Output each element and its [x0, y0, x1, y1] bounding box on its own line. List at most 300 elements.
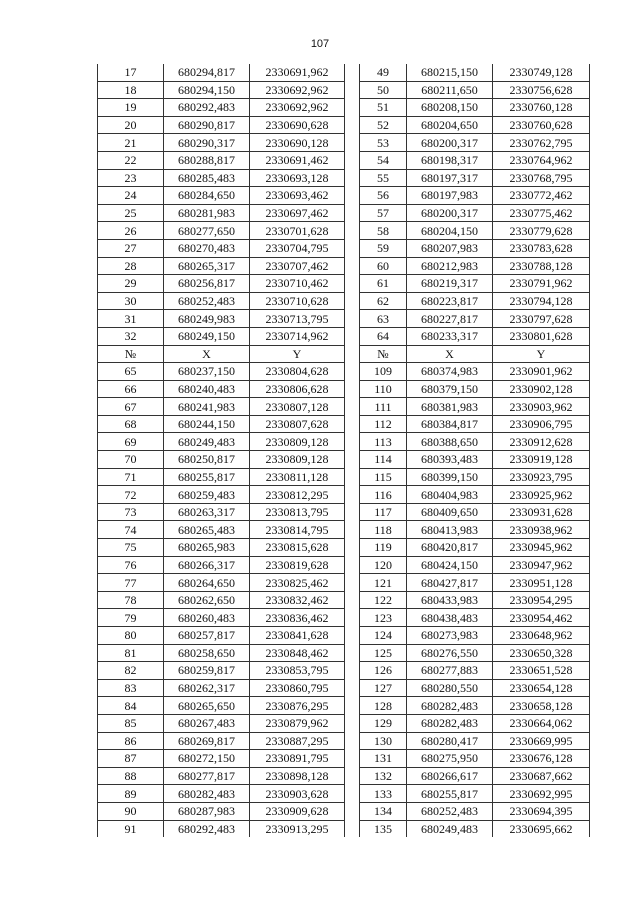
- cell-x: 680404,983: [407, 486, 493, 504]
- column-gap: [345, 81, 360, 99]
- cell-x: 680240,483: [164, 380, 250, 398]
- cell-y: 2330819,628: [250, 556, 345, 574]
- cell-y: 2330954,462: [493, 609, 590, 627]
- table-row: [98, 662, 590, 680]
- cell-x: 680252,483: [407, 802, 493, 820]
- table-row: [98, 380, 590, 398]
- cell-number: 17: [98, 64, 164, 81]
- cell-y: 2330912,628: [493, 433, 590, 451]
- cell-y: 2330710,462: [250, 275, 345, 293]
- column-gap: [345, 609, 360, 627]
- table-row: [98, 679, 590, 697]
- cell-number: 76: [98, 556, 164, 574]
- column-gap: [345, 521, 360, 539]
- cell-x: 680257,817: [164, 627, 250, 645]
- table-row: [98, 785, 590, 803]
- cell-x: 680197,317: [407, 169, 493, 187]
- cell-number: 56: [360, 187, 407, 205]
- cell-y: 2330693,462: [250, 187, 345, 205]
- table-row: [98, 204, 590, 222]
- cell-number: 112: [360, 415, 407, 433]
- cell-x: 680266,317: [164, 556, 250, 574]
- column-gap: [345, 820, 360, 837]
- cell-y: 2330654,128: [493, 679, 590, 697]
- cell-x: 680249,483: [407, 820, 493, 837]
- cell-y: 2330651,528: [493, 662, 590, 680]
- table-row: [98, 767, 590, 785]
- cell-x: 680233,317: [407, 327, 493, 345]
- cell-x: 680281,983: [164, 204, 250, 222]
- cell-number: 111: [360, 398, 407, 416]
- cell-number: 51: [360, 99, 407, 117]
- cell-y: 2330692,962: [250, 81, 345, 99]
- cell-number: 70: [98, 451, 164, 469]
- table-row: [98, 433, 590, 451]
- cell-number: 116: [360, 486, 407, 504]
- cell-number: 80: [98, 627, 164, 645]
- cell-y: 2330697,462: [250, 204, 345, 222]
- cell-number: 119: [360, 539, 407, 557]
- column-gap: [345, 380, 360, 398]
- column-gap: [345, 591, 360, 609]
- cell-y: 2330919,128: [493, 451, 590, 469]
- cell-y: 2330801,628: [493, 327, 590, 345]
- cell-number: 120: [360, 556, 407, 574]
- cell-y: 2330650,328: [493, 644, 590, 662]
- table-row: [98, 222, 590, 240]
- column-gap: [345, 151, 360, 169]
- column-gap: [345, 574, 360, 592]
- cell-x: 680211,650: [407, 81, 493, 99]
- cell-number: 128: [360, 697, 407, 715]
- cell-number: 134: [360, 802, 407, 820]
- table-row: [98, 732, 590, 750]
- table-row: [98, 539, 590, 557]
- table-row: [98, 697, 590, 715]
- table-row: [98, 310, 590, 328]
- cell-x: 680265,317: [164, 257, 250, 275]
- column-gap: [345, 169, 360, 187]
- table-row: [98, 292, 590, 310]
- cell-y: 2330876,295: [250, 697, 345, 715]
- cell-x: 680374,983: [407, 363, 493, 381]
- cell-y: 2330813,795: [250, 503, 345, 521]
- cell-number: 115: [360, 468, 407, 486]
- cell-number: 66: [98, 380, 164, 398]
- cell-x: 680265,650: [164, 697, 250, 715]
- cell-number: 28: [98, 257, 164, 275]
- cell-x: 680249,483: [164, 433, 250, 451]
- cell-x: 680241,983: [164, 398, 250, 416]
- cell-y: 2330804,628: [250, 363, 345, 381]
- cell-number: 122: [360, 591, 407, 609]
- cell-y: 2330879,962: [250, 714, 345, 732]
- header-y: Y: [250, 345, 345, 363]
- column-gap: [345, 99, 360, 117]
- column-gap: [345, 732, 360, 750]
- cell-number: 64: [360, 327, 407, 345]
- cell-y: 2330783,628: [493, 239, 590, 257]
- cell-number: 23: [98, 169, 164, 187]
- cell-number: 118: [360, 521, 407, 539]
- cell-x: 680294,150: [164, 81, 250, 99]
- cell-y: 2330791,962: [493, 275, 590, 293]
- table-row: [98, 275, 590, 293]
- cell-y: 2330714,962: [250, 327, 345, 345]
- table-row: [98, 363, 590, 381]
- cell-y: 2330931,628: [493, 503, 590, 521]
- table-row: [98, 521, 590, 539]
- table-row: [98, 714, 590, 732]
- cell-number: 32: [98, 327, 164, 345]
- cell-number: 22: [98, 151, 164, 169]
- cell-x: 680290,817: [164, 116, 250, 134]
- cell-y: 2330923,795: [493, 468, 590, 486]
- header-number: №: [360, 345, 407, 363]
- table-row: [98, 591, 590, 609]
- cell-x: 680258,650: [164, 644, 250, 662]
- column-gap: [345, 679, 360, 697]
- column-gap: [345, 292, 360, 310]
- cell-number: 25: [98, 204, 164, 222]
- cell-y: 2330779,628: [493, 222, 590, 240]
- cell-y: 2330848,462: [250, 644, 345, 662]
- cell-number: 19: [98, 99, 164, 117]
- cell-number: 84: [98, 697, 164, 715]
- cell-number: 113: [360, 433, 407, 451]
- cell-number: 109: [360, 363, 407, 381]
- cell-x: 680204,650: [407, 116, 493, 134]
- table-row: [98, 81, 590, 99]
- column-gap: [345, 627, 360, 645]
- column-gap: [345, 802, 360, 820]
- cell-number: 85: [98, 714, 164, 732]
- cell-x: 680433,983: [407, 591, 493, 609]
- cell-x: 680267,483: [164, 714, 250, 732]
- cell-number: 131: [360, 750, 407, 768]
- column-gap: [345, 451, 360, 469]
- cell-x: 680280,550: [407, 679, 493, 697]
- cell-y: 2330713,795: [250, 310, 345, 328]
- cell-number: 74: [98, 521, 164, 539]
- cell-x: 680379,150: [407, 380, 493, 398]
- cell-x: 680273,983: [407, 627, 493, 645]
- column-gap: [345, 468, 360, 486]
- cell-x: 680219,317: [407, 275, 493, 293]
- cell-number: 24: [98, 187, 164, 205]
- cell-y: 2330806,628: [250, 380, 345, 398]
- cell-x: 680288,817: [164, 151, 250, 169]
- table-row: [98, 468, 590, 486]
- cell-y: 2330762,795: [493, 134, 590, 152]
- table-row: [98, 116, 590, 134]
- cell-y: 2330836,462: [250, 609, 345, 627]
- column-gap: [345, 187, 360, 205]
- cell-number: 73: [98, 503, 164, 521]
- cell-x: 680204,150: [407, 222, 493, 240]
- column-gap: [345, 433, 360, 451]
- cell-y: 2330710,628: [250, 292, 345, 310]
- table-row: [98, 169, 590, 187]
- coordinates-table: [97, 64, 590, 837]
- cell-x: 680212,983: [407, 257, 493, 275]
- cell-x: 680237,150: [164, 363, 250, 381]
- cell-number: 58: [360, 222, 407, 240]
- cell-number: 127: [360, 679, 407, 697]
- cell-number: 132: [360, 767, 407, 785]
- column-gap: [345, 767, 360, 785]
- cell-x: 680215,150: [407, 64, 493, 81]
- cell-x: 680275,950: [407, 750, 493, 768]
- cell-number: 78: [98, 591, 164, 609]
- cell-x: 680438,483: [407, 609, 493, 627]
- column-gap: [345, 134, 360, 152]
- cell-y: 2330704,795: [250, 239, 345, 257]
- cell-x: 680262,317: [164, 679, 250, 697]
- table-row: [98, 802, 590, 820]
- cell-x: 680265,483: [164, 521, 250, 539]
- cell-number: 133: [360, 785, 407, 803]
- cell-number: 126: [360, 662, 407, 680]
- cell-y: 2330676,128: [493, 750, 590, 768]
- cell-number: 27: [98, 239, 164, 257]
- cell-number: 50: [360, 81, 407, 99]
- cell-number: 81: [98, 644, 164, 662]
- cell-x: 680223,817: [407, 292, 493, 310]
- cell-y: 2330788,128: [493, 257, 590, 275]
- cell-y: 2330814,795: [250, 521, 345, 539]
- cell-number: 77: [98, 574, 164, 592]
- column-gap: [345, 275, 360, 293]
- cell-x: 680264,650: [164, 574, 250, 592]
- cell-y: 2330909,628: [250, 802, 345, 820]
- cell-x: 680260,483: [164, 609, 250, 627]
- cell-number: 130: [360, 732, 407, 750]
- cell-x: 680294,817: [164, 64, 250, 81]
- cell-y: 2330648,962: [493, 627, 590, 645]
- cell-number: 124: [360, 627, 407, 645]
- cell-number: 129: [360, 714, 407, 732]
- cell-y: 2330756,628: [493, 81, 590, 99]
- cell-number: 114: [360, 451, 407, 469]
- cell-number: 61: [360, 275, 407, 293]
- cell-y: 2330691,462: [250, 151, 345, 169]
- cell-y: 2330768,795: [493, 169, 590, 187]
- cell-y: 2330692,995: [493, 785, 590, 803]
- table-row: [98, 750, 590, 768]
- cell-x: 680399,150: [407, 468, 493, 486]
- cell-number: 67: [98, 398, 164, 416]
- cell-x: 680276,550: [407, 644, 493, 662]
- cell-number: 125: [360, 644, 407, 662]
- cell-y: 2330772,462: [493, 187, 590, 205]
- cell-x: 680262,650: [164, 591, 250, 609]
- cell-y: 2330945,962: [493, 539, 590, 557]
- cell-x: 680266,617: [407, 767, 493, 785]
- cell-x: 680197,983: [407, 187, 493, 205]
- column-gap: [345, 345, 360, 363]
- cell-number: 90: [98, 802, 164, 820]
- cell-y: 2330807,128: [250, 398, 345, 416]
- column-gap: [345, 486, 360, 504]
- cell-y: 2330925,962: [493, 486, 590, 504]
- column-gap: [345, 204, 360, 222]
- table-row: [98, 644, 590, 662]
- cell-y: 2330891,795: [250, 750, 345, 768]
- column-gap: [345, 239, 360, 257]
- header-x: X: [407, 345, 493, 363]
- cell-number: 123: [360, 609, 407, 627]
- cell-x: 680200,317: [407, 204, 493, 222]
- cell-number: 71: [98, 468, 164, 486]
- cell-number: 87: [98, 750, 164, 768]
- column-gap: [345, 714, 360, 732]
- table-row: [98, 609, 590, 627]
- column-gap: [345, 415, 360, 433]
- cell-x: 680280,417: [407, 732, 493, 750]
- cell-x: 680263,317: [164, 503, 250, 521]
- cell-x: 680427,817: [407, 574, 493, 592]
- table-row: [98, 64, 590, 81]
- table-row: [98, 187, 590, 205]
- column-gap: [345, 662, 360, 680]
- cell-x: 680290,317: [164, 134, 250, 152]
- cell-number: 53: [360, 134, 407, 152]
- cell-y: 2330658,128: [493, 697, 590, 715]
- cell-x: 680198,317: [407, 151, 493, 169]
- header-x: X: [164, 345, 250, 363]
- cell-y: 2330692,962: [250, 99, 345, 117]
- cell-x: 680277,883: [407, 662, 493, 680]
- cell-x: 680384,817: [407, 415, 493, 433]
- cell-x: 680282,483: [407, 697, 493, 715]
- cell-number: 26: [98, 222, 164, 240]
- cell-y: 2330695,662: [493, 820, 590, 837]
- column-gap: [345, 327, 360, 345]
- column-gap: [345, 398, 360, 416]
- header-number: №: [98, 345, 164, 363]
- column-gap: [345, 222, 360, 240]
- cell-y: 2330694,395: [493, 802, 590, 820]
- column-gap: [345, 503, 360, 521]
- cell-y: 2330764,962: [493, 151, 590, 169]
- cell-number: 79: [98, 609, 164, 627]
- cell-x: 680393,483: [407, 451, 493, 469]
- cell-x: 680249,983: [164, 310, 250, 328]
- cell-y: 2330832,462: [250, 591, 345, 609]
- cell-y: 2330860,795: [250, 679, 345, 697]
- cell-number: 60: [360, 257, 407, 275]
- cell-number: 82: [98, 662, 164, 680]
- cell-y: 2330906,795: [493, 415, 590, 433]
- cell-y: 2330807,628: [250, 415, 345, 433]
- cell-number: 18: [98, 81, 164, 99]
- cell-number: 21: [98, 134, 164, 152]
- cell-number: 135: [360, 820, 407, 837]
- cell-x: 680424,150: [407, 556, 493, 574]
- page-number: 107: [310, 38, 330, 50]
- cell-number: 49: [360, 64, 407, 81]
- cell-x: 680259,817: [164, 662, 250, 680]
- cell-y: 2330760,128: [493, 99, 590, 117]
- cell-number: 55: [360, 169, 407, 187]
- cell-x: 680413,983: [407, 521, 493, 539]
- table-row: [98, 820, 590, 837]
- column-gap: [345, 750, 360, 768]
- cell-y: 2330809,128: [250, 433, 345, 451]
- cell-number: 59: [360, 239, 407, 257]
- cell-x: 680200,317: [407, 134, 493, 152]
- cell-x: 680255,817: [407, 785, 493, 803]
- cell-number: 68: [98, 415, 164, 433]
- cell-x: 680270,483: [164, 239, 250, 257]
- cell-x: 680285,483: [164, 169, 250, 187]
- cell-number: 121: [360, 574, 407, 592]
- cell-y: 2330664,062: [493, 714, 590, 732]
- cell-x: 680259,483: [164, 486, 250, 504]
- cell-x: 680272,150: [164, 750, 250, 768]
- cell-x: 680244,150: [164, 415, 250, 433]
- cell-y: 2330797,628: [493, 310, 590, 328]
- column-gap: [345, 310, 360, 328]
- cell-y: 2330690,128: [250, 134, 345, 152]
- header-row: [98, 345, 590, 363]
- cell-x: 680265,983: [164, 539, 250, 557]
- cell-number: 117: [360, 503, 407, 521]
- cell-y: 2330669,995: [493, 732, 590, 750]
- cell-x: 680208,150: [407, 99, 493, 117]
- cell-y: 2330690,628: [250, 116, 345, 134]
- cell-number: 31: [98, 310, 164, 328]
- column-gap: [345, 539, 360, 557]
- cell-number: 110: [360, 380, 407, 398]
- cell-y: 2330707,462: [250, 257, 345, 275]
- cell-y: 2330809,128: [250, 451, 345, 469]
- cell-y: 2330760,628: [493, 116, 590, 134]
- cell-number: 62: [360, 292, 407, 310]
- cell-y: 2330701,628: [250, 222, 345, 240]
- cell-x: 680409,650: [407, 503, 493, 521]
- cell-y: 2330687,662: [493, 767, 590, 785]
- table-row: [98, 486, 590, 504]
- table-row: [98, 627, 590, 645]
- column-gap: [345, 116, 360, 134]
- cell-x: 680277,817: [164, 767, 250, 785]
- table-row: [98, 574, 590, 592]
- cell-x: 680252,483: [164, 292, 250, 310]
- cell-number: 30: [98, 292, 164, 310]
- table-row: [98, 398, 590, 416]
- cell-y: 2330954,295: [493, 591, 590, 609]
- cell-y: 2330887,295: [250, 732, 345, 750]
- column-gap: [345, 64, 360, 81]
- cell-number: 89: [98, 785, 164, 803]
- cell-x: 680249,150: [164, 327, 250, 345]
- cell-x: 680292,483: [164, 99, 250, 117]
- cell-number: 57: [360, 204, 407, 222]
- cell-number: 29: [98, 275, 164, 293]
- table-row: [98, 451, 590, 469]
- cell-x: 680388,650: [407, 433, 493, 451]
- cell-y: 2330902,128: [493, 380, 590, 398]
- cell-y: 2330841,628: [250, 627, 345, 645]
- header-y: Y: [493, 345, 590, 363]
- cell-x: 680207,983: [407, 239, 493, 257]
- cell-x: 680292,483: [164, 820, 250, 837]
- cell-y: 2330749,128: [493, 64, 590, 81]
- cell-number: 54: [360, 151, 407, 169]
- cell-x: 680256,817: [164, 275, 250, 293]
